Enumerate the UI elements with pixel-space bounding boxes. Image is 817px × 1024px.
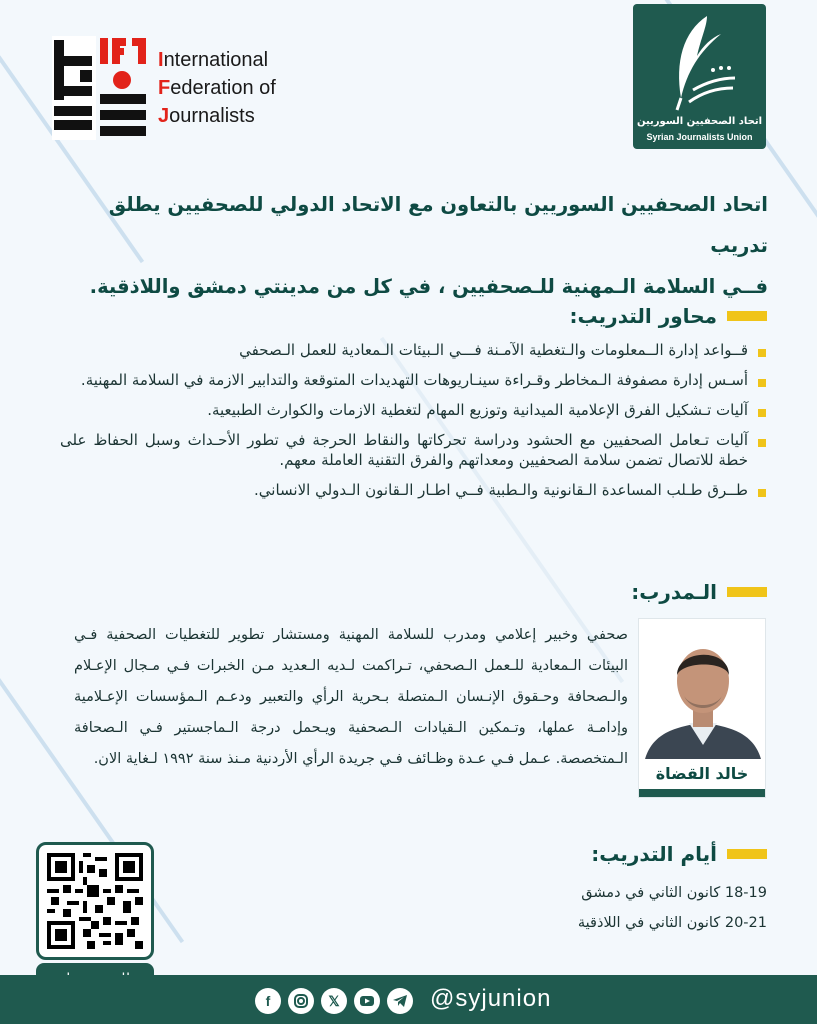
x-icon[interactable]: 𝕏	[321, 988, 347, 1014]
ifj-line2: ederation of	[170, 77, 276, 99]
telegram-icon[interactable]	[387, 988, 413, 1014]
training-days-list	[578, 878, 767, 938]
title-accent-bar	[727, 311, 767, 321]
social-handle[interactable]: @syjunion	[430, 985, 552, 1012]
list-item: آليات تـعامل الصحفيين مع الحشود ودراسة تحركاتها والنقاط الحرجة في تطور الأحـداث وسبل الحفاظ على خطة للاتصال تضمن سلامة الصحفيين ومعداتهم والفرق التقنية العاملة معهم.	[60, 430, 768, 470]
list-item: أسـس إدارة مصفوفة الـمخاطر وقـراءة سينـاريوهات التهديدات المتوقعة والتدابير الازمة في السلامة المهنية.	[60, 370, 768, 390]
axes-title-text: محاور التدريب:	[569, 304, 717, 328]
title-accent-bar	[727, 587, 767, 597]
qr-code-icon	[47, 853, 143, 949]
days-title-text: أيام التدريب:	[591, 842, 717, 866]
list-item: 18-19 كانون الثاني في دمشق	[581, 885, 767, 901]
sju-logo	[633, 4, 766, 149]
trainer-photo	[638, 618, 766, 798]
qr-code[interactable]	[36, 842, 154, 960]
ifj-line3: ournalists	[169, 105, 255, 127]
training-axes-list	[60, 340, 768, 510]
ifj-logo	[52, 36, 312, 140]
list-item: آليات تـشكيل الفرق الإعلامية الميدانية وتوزيع المهام لتغطية الازمات والكوارث الطبيعية.	[60, 400, 768, 420]
trainer-portrait-icon	[639, 619, 766, 769]
page-headline	[60, 184, 768, 307]
list-item: قــواعد إدارة الــمعلومات والـتغطية الآمـنة فـــي الـبيئات الـمعادية للعمل الـصحفي	[60, 340, 768, 360]
list-item: 20-21 كانون الثاني في اللاذقية	[577, 915, 767, 931]
title-accent-bar	[727, 849, 767, 859]
facebook-icon[interactable]: f	[255, 988, 281, 1014]
trainer-title	[631, 580, 767, 604]
quill-icon	[663, 12, 737, 112]
trainer-title-text: الـمدرب:	[631, 580, 717, 604]
social-links	[255, 988, 413, 1014]
sju-name-en: Syrian Journalists Union	[646, 132, 753, 142]
list-item: طــرق طـلب المساعدة الـقانونية والـطبية فــي اطـار الـقانون الـدولي الانساني.	[60, 480, 768, 500]
ifj-name: International Federation of Journalists	[158, 49, 276, 127]
trainer-name: خالد القضاة	[639, 759, 765, 789]
days-title	[591, 842, 767, 866]
instagram-icon[interactable]	[288, 988, 314, 1014]
name-stripe	[639, 789, 765, 797]
headline-line2: فــي السلامة الـمهنية للـصحفيين ، في كل من مدينتي دمشق واللاذقية.	[89, 275, 768, 298]
ifj-line1: nternational	[163, 49, 269, 71]
headline-line1: اتحاد الصحفيين السوريين بالتعاون مع الاتحاد الدولي للصحفيين يطلق تدريب	[108, 193, 768, 257]
sju-name-ar: اتحاد الصحفيين السوريين	[636, 116, 763, 127]
axes-title	[570, 304, 768, 328]
youtube-icon[interactable]	[354, 988, 380, 1014]
ifj-mark-icon	[52, 36, 148, 140]
trainer-bio: صحفي وخبير إعلامي ومدرب للسلامة المهنية ومستشار تطوير للتغطيات الصحفية فـي البيئات الـمعادية للـعمل الـصحفي، تـراكمت لـديه الـعديد مـن الخبرات فـي مـجال الإعـلام والـصحافة وحـقوق الإنـسان الـمتصلة بـحرية الرأي والتعبير ودعـم الـمؤسسات الإعـلامية وإدامـة عملها، وتـمكين الـقيادات الـصحفية ويـحمل درجة الـماجستير فـي الـصحافة الـمتخصصة. عـمل فـي عـدة وظـائف فـي جريدة الرأي الأردنية مـنذ سنة ١٩٩٢ لـغاية الان.	[74, 627, 628, 767]
